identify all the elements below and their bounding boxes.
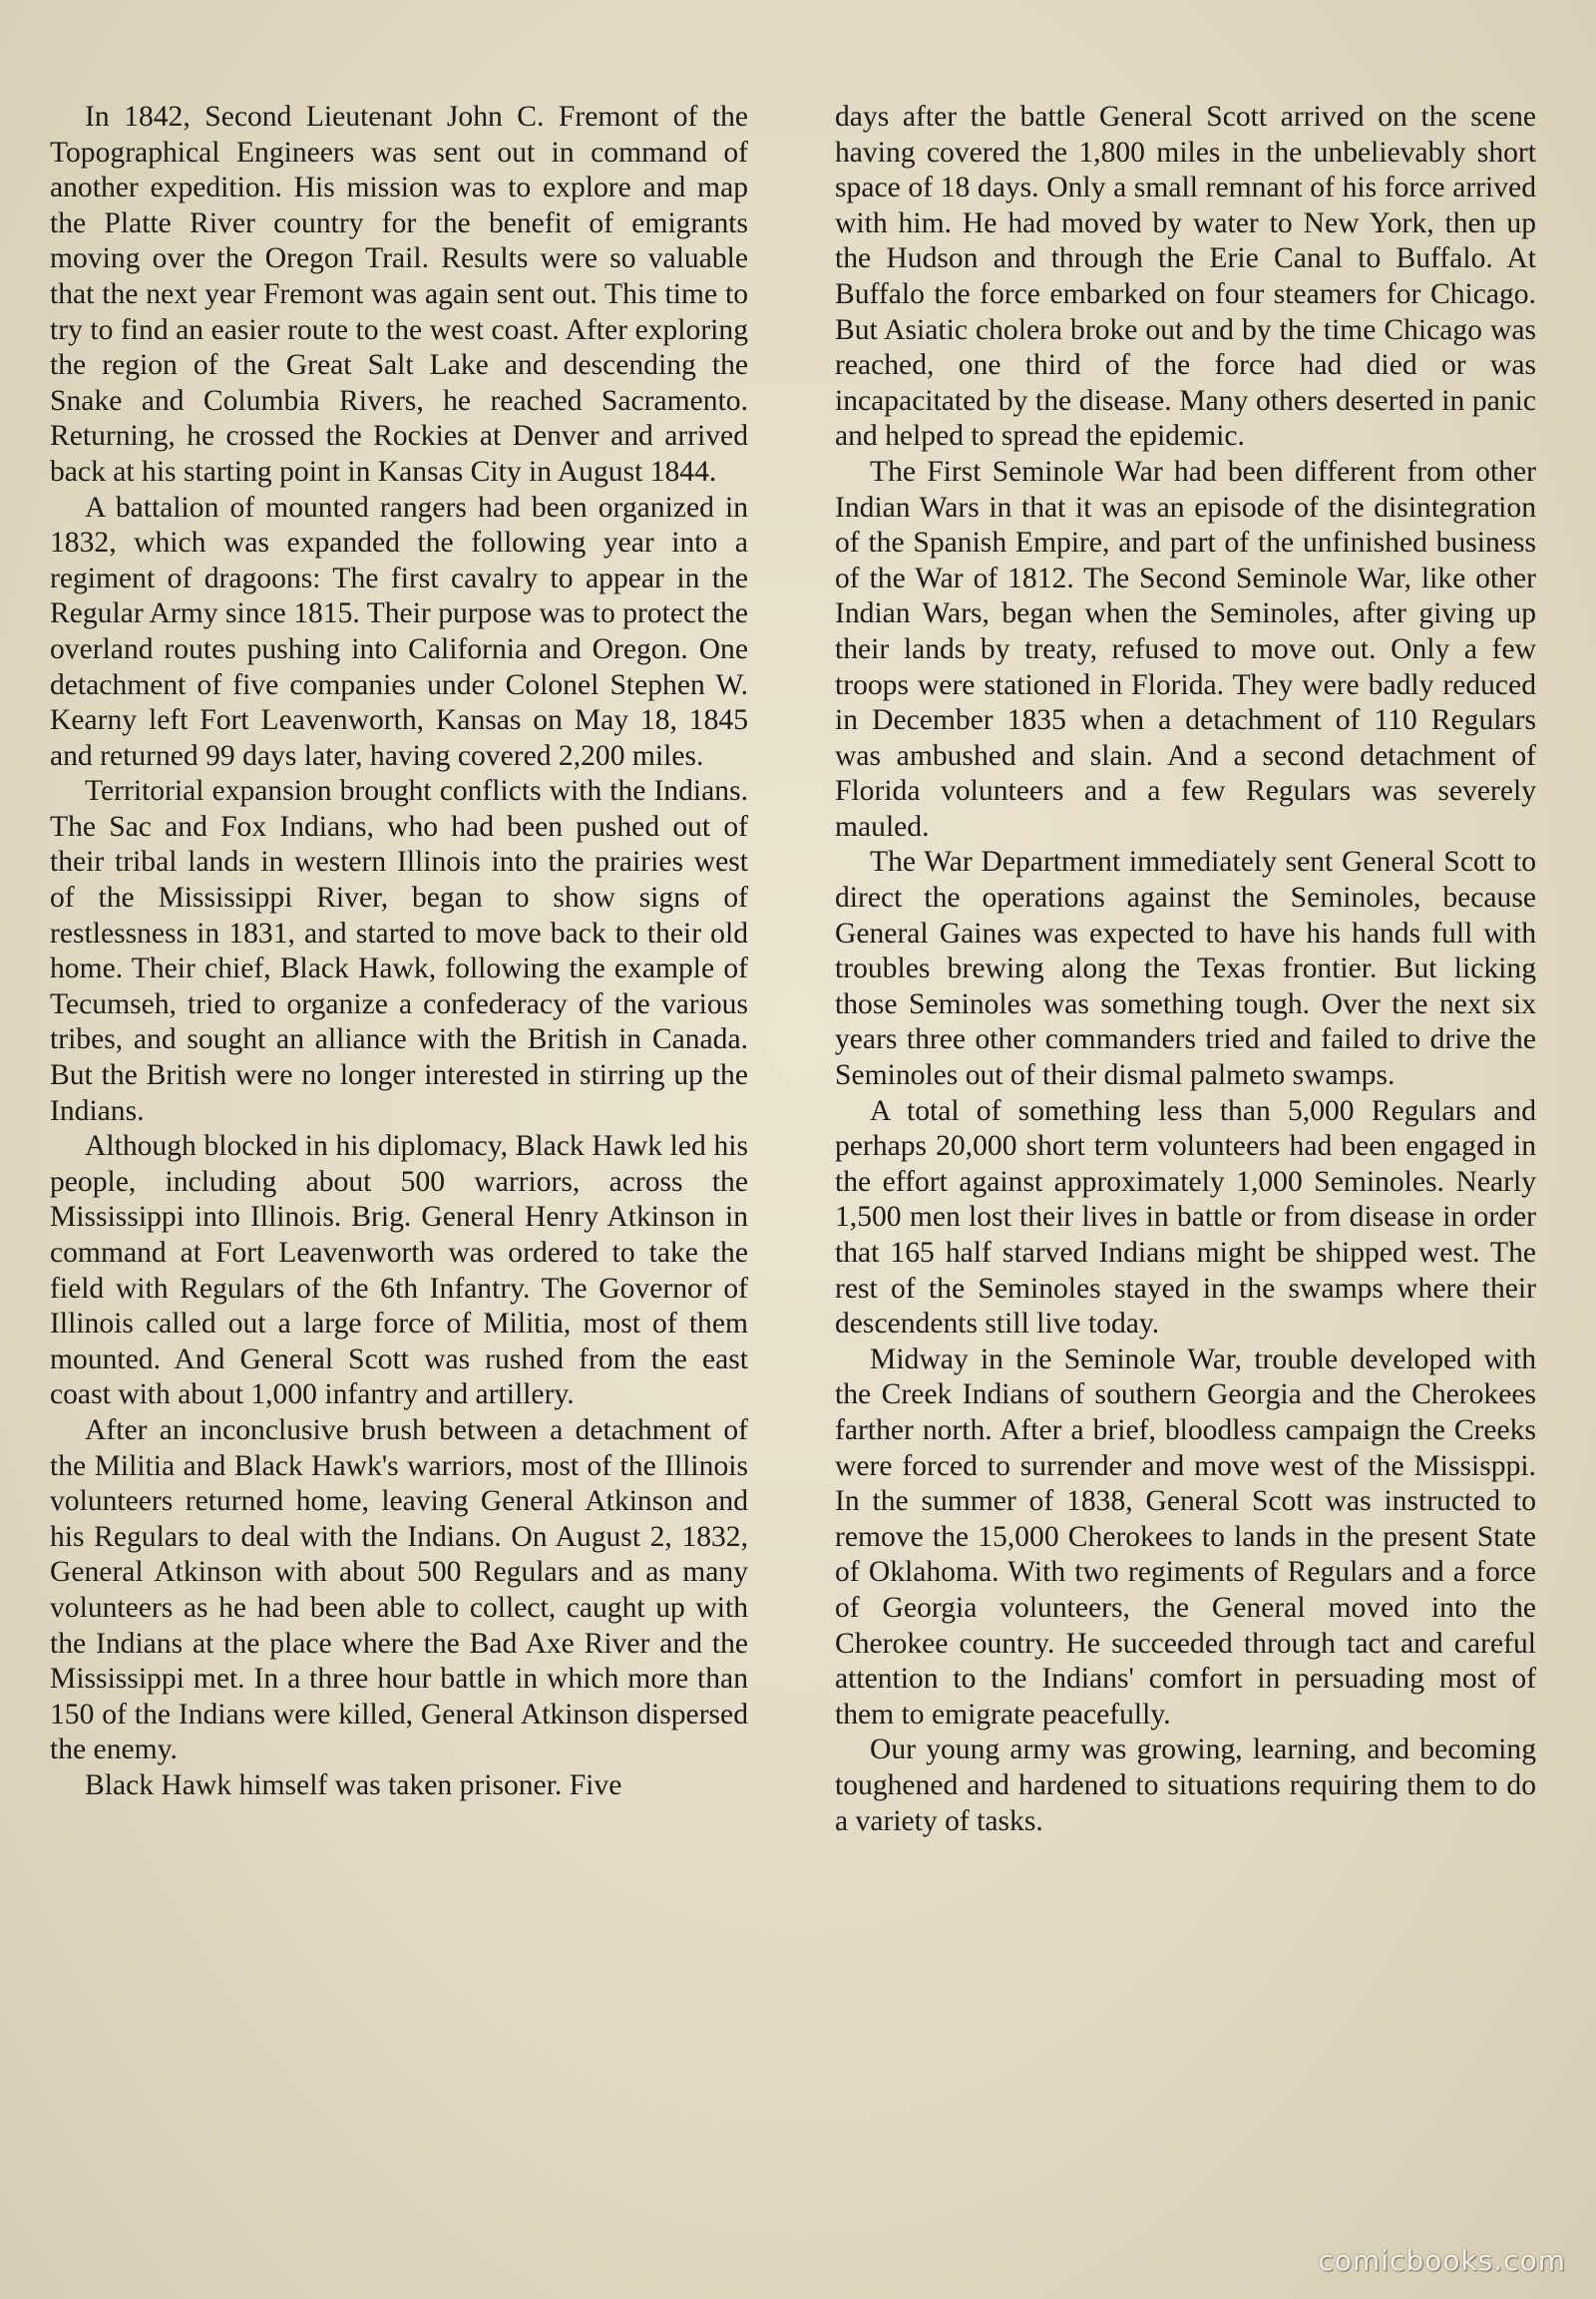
paragraph: After an inconclusive brush between a detachment of the Militia and Black Hawk's warriors, most of the Illinois volunteers returned home, leaving General Atkinson and his Regulars to deal with the Indians. On August 2, 1832, General Atkinson with about 500 Regulars and as many volunteers as he had been able to collect, caught up with the Indians at the place where the Bad Axe River and the Mississippi met. In a three hour battle in which more than 150 of the Indians were killed, General Atkinson dispersed the enemy. [50, 1413, 748, 1766]
paragraph: The First Seminole War had been different from other Indian Wars in that it was an episode of the disintegration of the Spanish Empire, and part of the unfinished business of the War of 1812. The Second Seminole War, like other Indian Wars, began when the Seminoles, after giving up their lands by treaty, refused to move out. Only a few troops were stationed in Florida. They were badly reduced in December 1835 when a detachment of 110 Regulars was ambushed and slain. And a second detachment of Florida volunteers and a few Regulars was severely mauled. [835, 455, 1536, 843]
right-text-column [835, 100, 1536, 1839]
paragraph-continued: days after the battle General Scott arrived on the scene having covered the 1,800 miles in the unbelievably short space of 18 days. Only a small remnant of his force arrived with him. He had moved by water to New York, then up the Hudson and through the Erie Canal to Buffalo. At Buffalo the force embarked on four steamers for Chicago. But Asiatic cholera broke out and by the time Chicago was reached, one third of the force had died or was incapacitated by the disease. Many others deserted in panic and helped to spread the epidemic. [835, 101, 1536, 453]
paragraph: A total of something less than 5,000 Regulars and perhaps 20,000 short term volunteers had been engaged in the effort against approximately 1,000 Seminoles. Nearly 1,500 men lost their lives in battle or from disease in order that 165 half starved Indians might be shipped west. The rest of the Seminoles stayed in the swamps where their descendents still live today. [835, 1094, 1536, 1341]
paragraph: Territorial expansion brought conflicts with the Indians. The Sac and Fox Indians, who had been pushed out of their tribal lands in western Illinois into the prairies west of the Mississippi River, began to show signs of restlessness in 1831, and started to move back to their old home. Their chief, Black Hawk, following the example of Tecumseh, tried to organize a confederacy of the various tribes, and sought an alliance with the British in Canada. But the British were no longer interested in stirring up the Indians. [50, 775, 748, 1127]
paragraph: A battalion of mounted rangers had been organized in 1832, which was expanded the following year into a regiment of dragoons: The first cavalry to appear in the Regular Army since 1815. Their purpose was to protect the overland routes pushing into California and Oregon. One detachment of five companies under Colonel Stephen W. Kearny left Fort Leavenworth, Kansas on May 18, 1845 and returned 99 days later, having covered 2,200 miles. [50, 491, 748, 772]
left-text-column [50, 100, 748, 1804]
paragraph: The War Department immediately sent General Scott to direct the operations against the Seminoles, because General Gaines was expected to have his hands full with troubles brewing along the Texas frontier. But licking those Seminoles was something tough. Over the next six years three other commanders tried and failed to drive the Seminoles out of their dismal palmeto swamps. [835, 846, 1536, 1092]
paragraph: Black Hawk himself was taken prisoner. Five [85, 1768, 622, 1801]
paragraph: Although blocked in his diplomacy, Black Hawk led his people, including about 500 warriors, across the Mississippi into Illinois. Brig. General Henry Atkinson in command at Fort Leavenworth was ordered to take the field with Regulars of the 6th Infantry. The Governor of Illinois called out a large force of Militia, most of them mounted. And General Scott was rushed from the east coast with about 1,000 infantry and artillery. [50, 1130, 748, 1411]
paragraph: Our young army was growing, learning, and becoming toughened and hardened to situations requiring them to do a variety of tasks. [835, 1733, 1536, 1837]
paragraph: In 1842, Second Lieutenant John C. Fremont of the Topographical Engineers was sent out in command of another expedition. His mission was to explore and map the Platte River country for the benefit of emigrants moving over the Oregon Trail. Results were so valuable that the next year Fremont was again sent out. This time to try to find an easier route to the west coast. After exploring the region of the Great Salt Lake and descending the Snake and Columbia Rivers, he reached Sacramento. Returning, he crossed the Rockies at Denver and arrived back at his starting point in Kansas City in August 1844. [50, 101, 748, 488]
site-watermark: comicbooks.com [1318, 2244, 1566, 2277]
paragraph: Midway in the Seminole War, trouble developed with the Creek Indians of southern Georgia and the Cherokees farther north. After a brief, bloodless campaign the Creeks were forced to surrender and move west of the Missisppi. In the summer of 1838, General Scott was instructed to remove the 15,000 Cherokees to lands in the present State of Oklahoma. With two regiments of Regulars and a force of Georgia volunteers, the General moved into the Cherokee country. He succeeded through tact and careful attention to the Indians' comfort in persuading most of them to emigrate peacefully. [835, 1342, 1536, 1730]
